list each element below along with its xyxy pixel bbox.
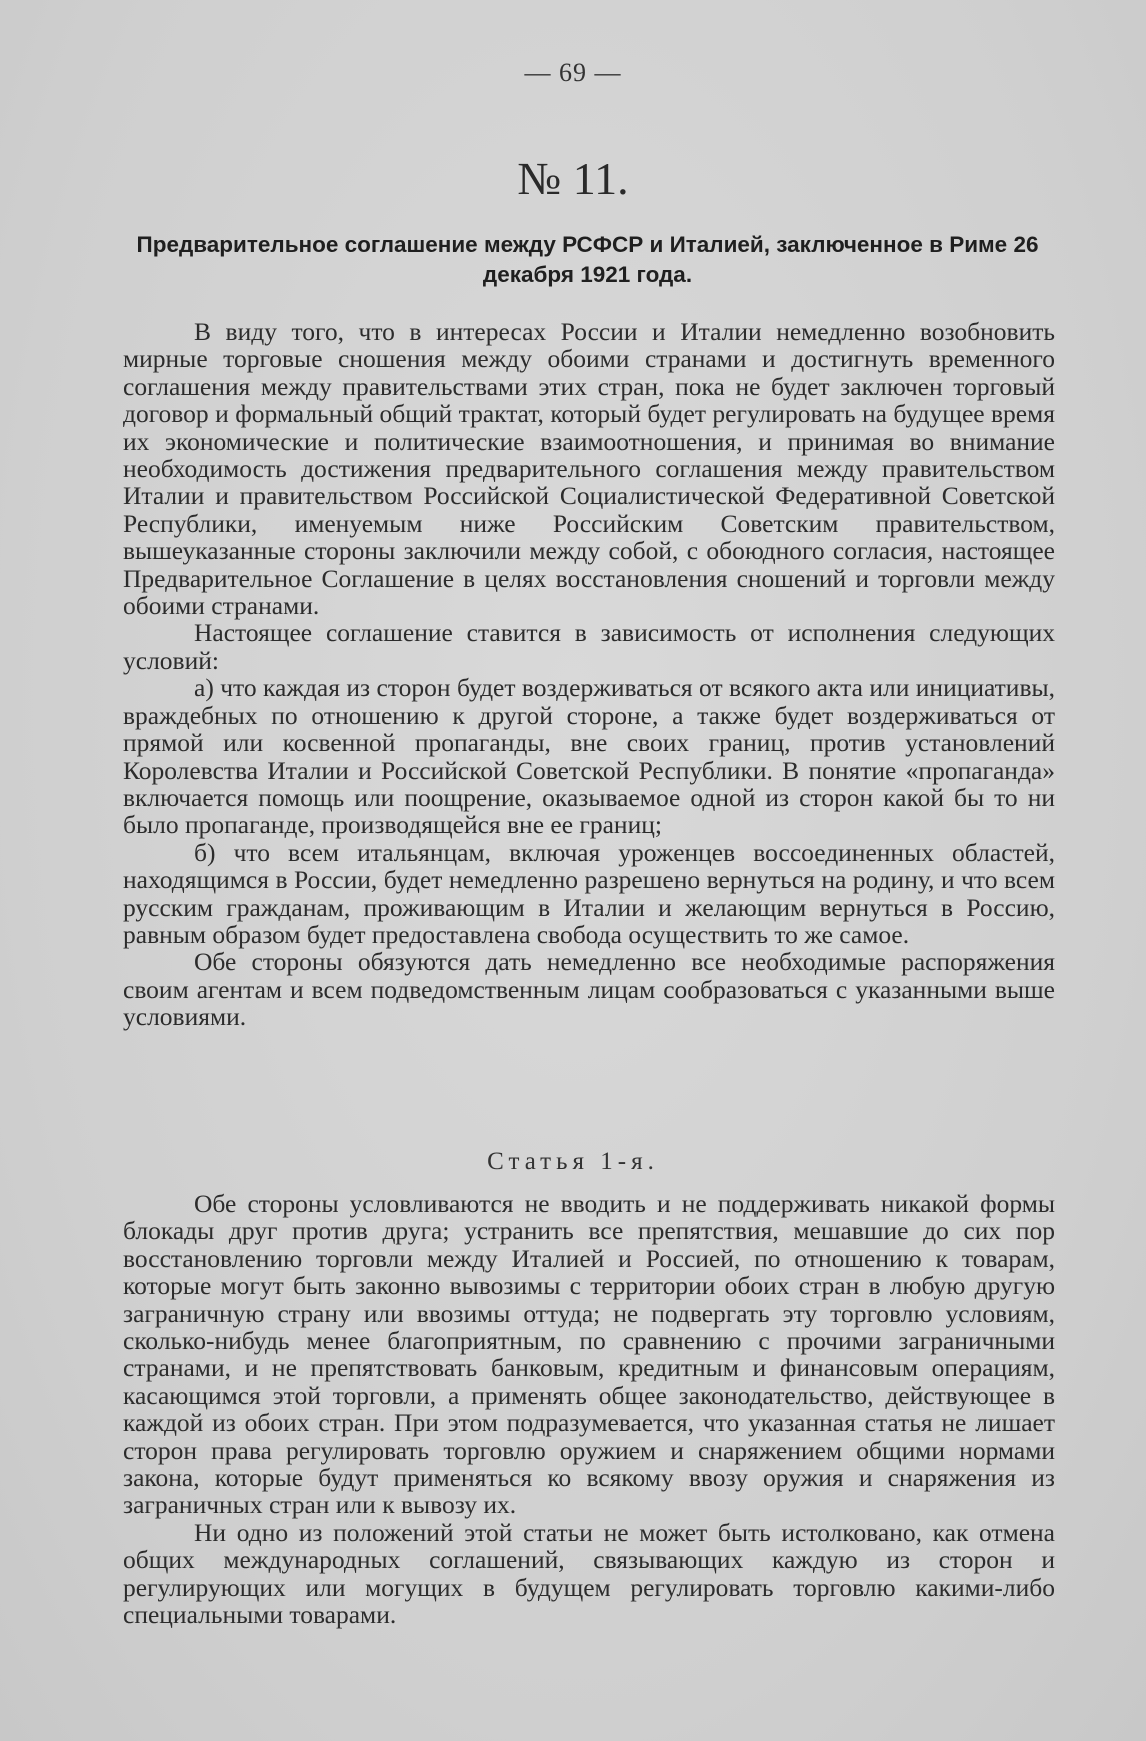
article-paragraph: Обе стороны условливаются не вводить и не поддерживать никакой формы блокады друг против друга; устранить все препятствия, мешавшие до сих пор восстановлению торговли между Италией и Россией, по отношению к товарам, которые могут быть законно вывозимы с территории обоих стран в любую другую заграничную страну или ввозимы оттуда; не подвергать эту торговлю условиям, сколько-нибудь менее благоприятным, по сравнению с прочими заграничными странами, и не препятствовать банковым, кредитным и финансовым операциям, касающимся этой торговли, а применять общее законодательство, действующее в каждой из обоих стран. При этом подразумевается, что указанная статья не лишает сторон права регулировать торговлю оружием и снаряжением общими нормами закона, которые будут применяться ко всякому ввозу оружия и снаряжения из заграничных стран или к вывозу их. <box>123 1189 1055 1520</box>
article-text <box>123 1190 1055 1629</box>
article-paragraph: Ни одно из положений этой статьи не может быть истолковано, как отмена общих международных соглашений, связывающих каждую из сторон и регулирующих или могущих в будущем регулировать торговлю какими-либо специальными товарами. <box>123 1517 1055 1630</box>
preamble-text <box>123 318 1055 1031</box>
page-number: — 69 — <box>524 58 622 87</box>
preamble-condition-b: б) что всем итальянцам, включая уроженцев воссоединенных областей, находящимся в России, будет немедленно разрешено вернуться на родину, и что всем русским гражданам, проживающим в Италии и желающим вернуться в Россию, равным образом будет предоставлена свобода осуществить то же самое. <box>123 837 1055 949</box>
preamble-condition-a: а) что каждая из сторон будет воздерживаться от всякого акта или инициативы, враждебных по отношению к другой стороне, а также будет воздерживаться от прямой или косвенной пропаганды, вне своих границ, против установлений Королевства Италии и Российской Советской Республики. В понятие «пропаганда» включается помощь или поощрение, оказываемое одной из сторон какой бы то ни было пропаганде, производящейся вне ее границ; <box>123 673 1055 840</box>
preamble-paragraph: В виду того, что в интересах России и Италии немедленно возобновить мирные торговые сношения между обоими странами и достигнуть временного соглашения между правительствами этих стран, пока не будет заключен торговый договор и формальный общий трактат, который будет регулировать на будущее время их экономические и политические взаимоотношения, и принимая во внимание необходимость достижения предварительного соглашения между правительством Италии и правительством Российской Социалистической Федеративной Советской Республики, именуемым ниже Российским Советским правительством, вышеуказанные стороны заключили между собой, с обоюдного согласия, настоящее Предварительное Соглашение в целях восстановления сношений и торговли между обоими странами. <box>123 317 1055 621</box>
document-title: Предварительное соглашение между РСФСР и Италией, заключенное в Риме 26 декабря 1921 года. <box>136 232 1039 287</box>
document-number: № 11. <box>517 153 629 204</box>
article-heading: Статья 1-я. <box>487 1148 659 1175</box>
preamble-paragraph: Обе стороны обязуются дать немедленно все необходимые распоряжения своим агентам и всем подведомственным лицам сообразоваться с указанными выше условиями. <box>123 947 1055 1032</box>
preamble-paragraph: Настоящее соглашение ставится в зависимость от исполнения следующих условий: <box>123 618 1055 675</box>
